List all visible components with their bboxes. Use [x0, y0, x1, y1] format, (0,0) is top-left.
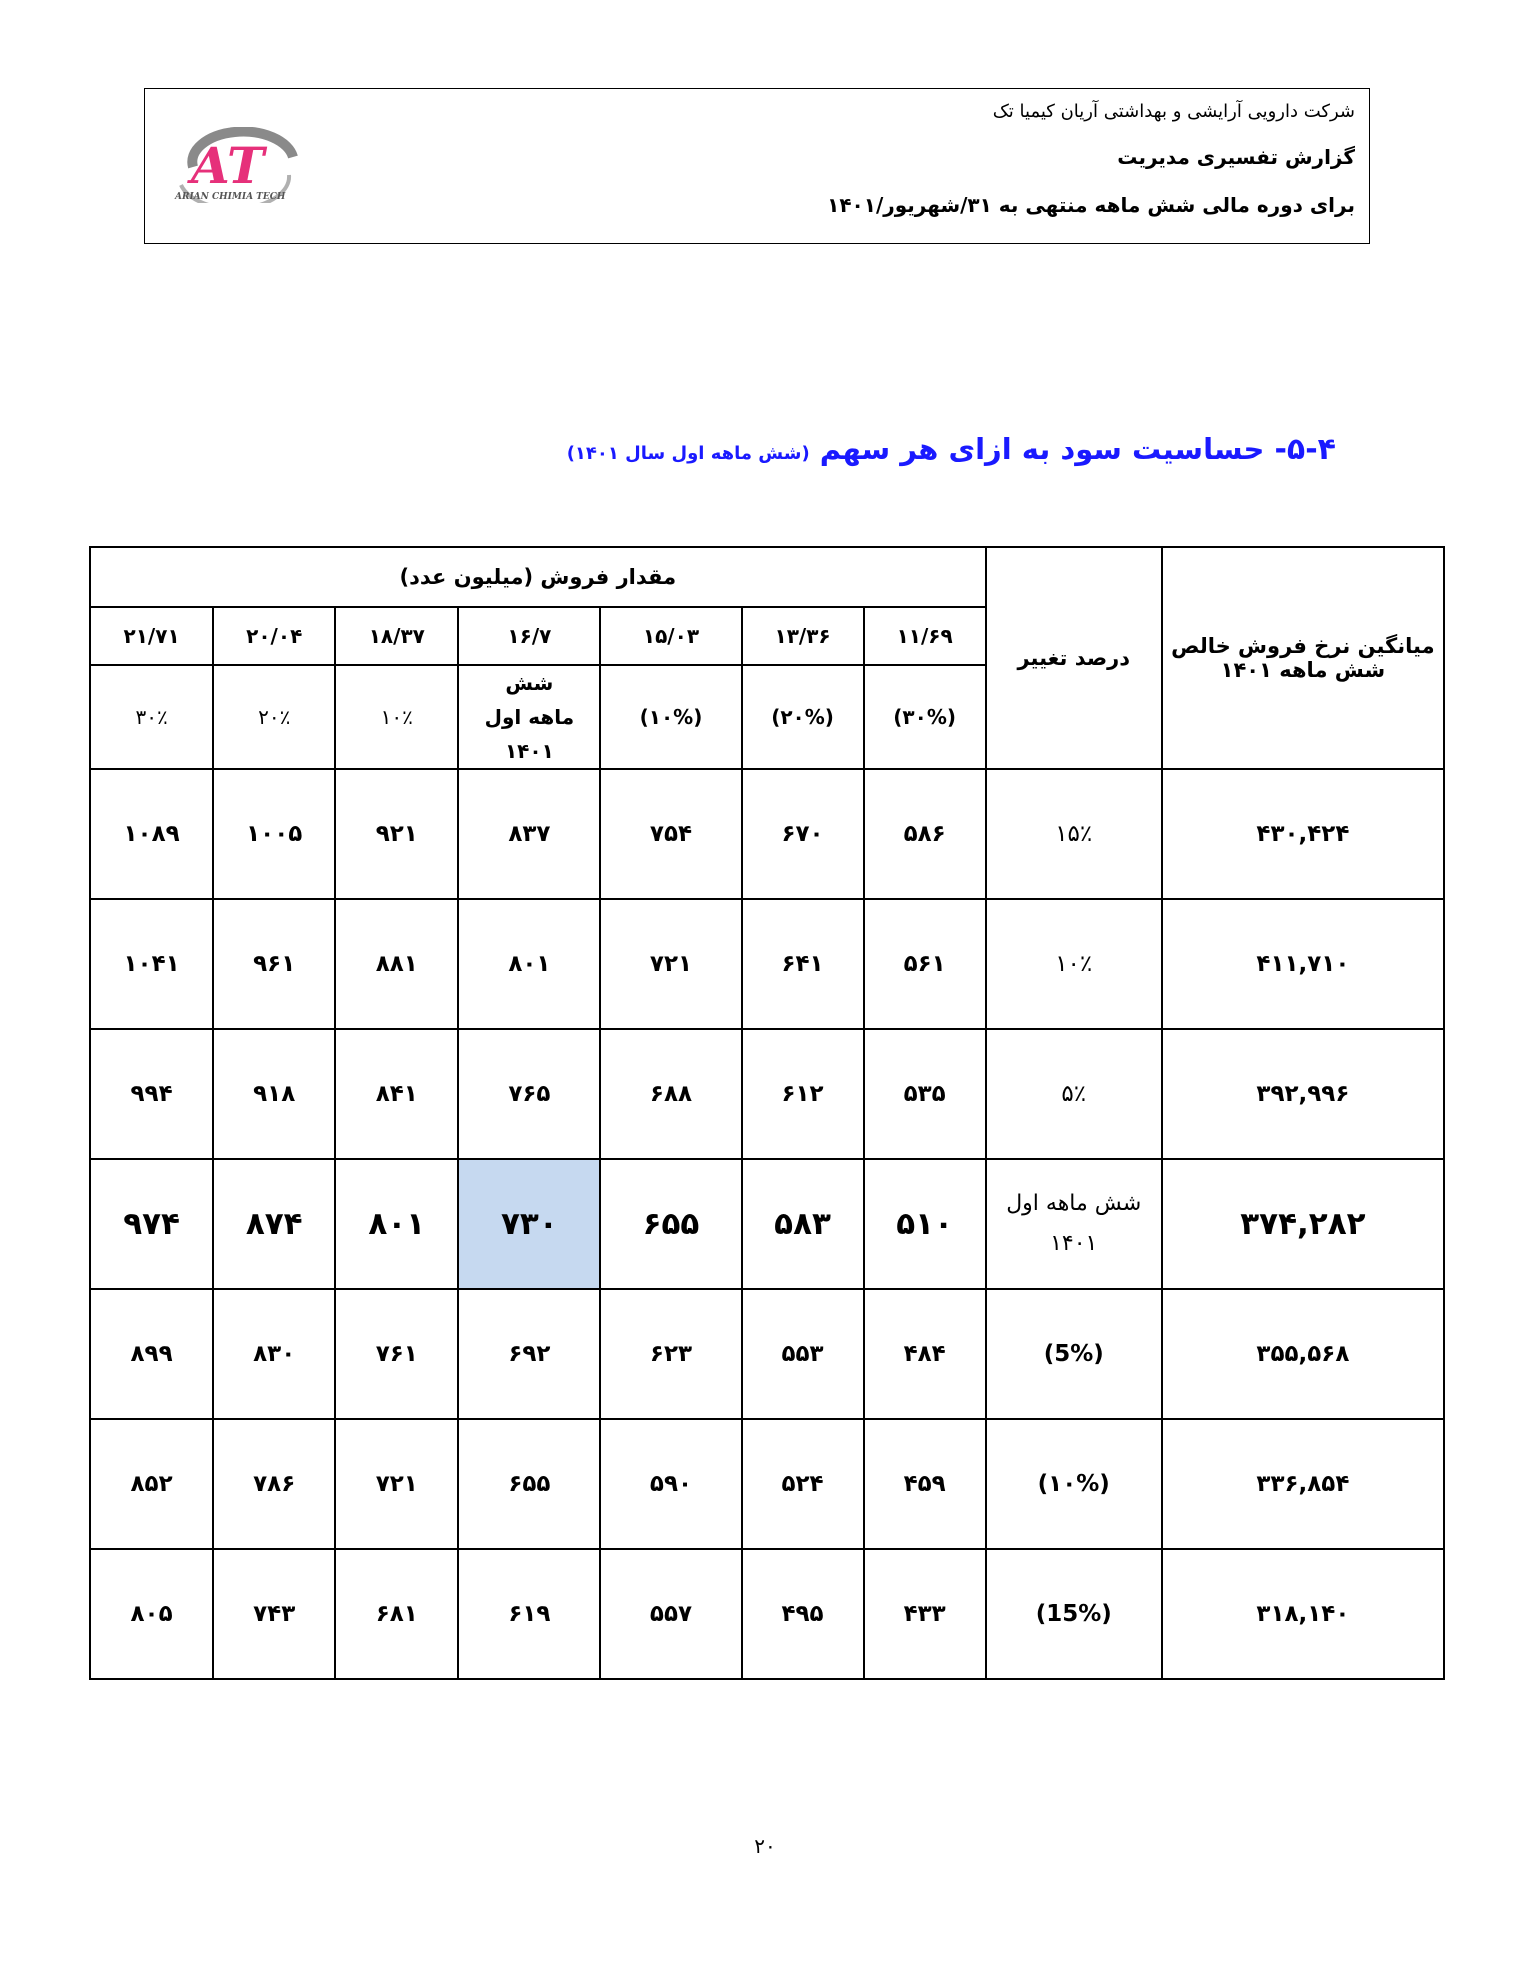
- table-row: [90, 1549, 1444, 1679]
- value-cell: ۷۶۱: [335, 1289, 458, 1419]
- section-subtitle: (شش ماهه اول سال ۱۴۰۱): [566, 443, 810, 464]
- value-cell: ۸۹۹: [90, 1289, 213, 1419]
- change-cell: (5%): [986, 1289, 1162, 1419]
- value-cell: ۹۲۱: [335, 769, 458, 899]
- value-cell-highlighted: ۷۳۰: [458, 1159, 600, 1289]
- qty-pct: (۱۰%): [600, 665, 741, 769]
- value-cell: ۴۵۹: [864, 1419, 986, 1549]
- section-title: [567, 432, 1336, 467]
- rate-cell: ۳۱۸,۱۴۰: [1162, 1549, 1444, 1679]
- table-row: [90, 899, 1444, 1029]
- value-cell: ۴۳۳: [864, 1549, 986, 1679]
- value-cell: ۶۸۱: [335, 1549, 458, 1679]
- change-cell-base: شش ماهه اول ۱۴۰۱: [986, 1159, 1162, 1289]
- quantity-header: مقدار فروش (میلیون عدد): [90, 547, 986, 607]
- change-cell: (15%): [986, 1549, 1162, 1679]
- value-cell: ۶۲۳: [600, 1289, 741, 1419]
- value-cell: ۵۳۵: [864, 1029, 986, 1159]
- value-cell: ۷۴۳: [213, 1549, 335, 1679]
- value-cell: ۵۲۴: [742, 1419, 864, 1549]
- report-period: برای دوره مالی شش ماهه منتهی به ۳۱/شهریور/۱۴۰۱: [827, 193, 1355, 217]
- value-cell: ۸۷۴: [213, 1159, 335, 1289]
- qty-value: ۱۱/۶۹: [864, 607, 986, 665]
- value-cell: ۵۸۶: [864, 769, 986, 899]
- qty-value: ۱۵/۰۳: [600, 607, 741, 665]
- value-cell: ۶۵۵: [458, 1419, 600, 1549]
- sensitivity-table: [89, 546, 1445, 1680]
- header-box: [144, 88, 1370, 244]
- value-cell: ۵۶۱: [864, 899, 986, 1029]
- logo-text: ARIAN CHIMIA TECH: [175, 192, 286, 202]
- table-row-base: [90, 1159, 1444, 1289]
- change-cell: ۱۵٪: [986, 769, 1162, 899]
- qty-pct-base: شش ماهه اول ۱۴۰۱: [458, 665, 600, 769]
- rate-cell: ۴۳۰,۴۲۴: [1162, 769, 1444, 899]
- rate-header: میانگین نرخ فروش خالص شش ماهه ۱۴۰۱: [1162, 547, 1444, 769]
- qty-pct: ۱۰٪: [335, 665, 458, 769]
- company-logo: [171, 127, 311, 203]
- section-heading: حساسیت سود به ازای هر سهم: [809, 432, 1275, 466]
- logo-letters: AT: [191, 136, 265, 195]
- value-cell: ۸۸۱: [335, 899, 458, 1029]
- qty-pct: (۲۰%): [742, 665, 864, 769]
- value-cell: ۶۹۲: [458, 1289, 600, 1419]
- value-cell: ۶۵۵: [600, 1159, 741, 1289]
- value-cell: ۶۸۸: [600, 1029, 741, 1159]
- value-cell: ۱۰۸۹: [90, 769, 213, 899]
- value-cell: ۷۲۱: [600, 899, 741, 1029]
- table-row: [90, 1419, 1444, 1549]
- report-title: گزارش تفسیری مدیریت: [1117, 145, 1355, 169]
- page-number: ۲۰: [754, 1834, 776, 1858]
- value-cell: ۷۵۴: [600, 769, 741, 899]
- value-cell: ۱۰۴۱: [90, 899, 213, 1029]
- change-header: درصد تغییر: [986, 547, 1162, 769]
- value-cell: ۸۴۱: [335, 1029, 458, 1159]
- value-cell: ۸۰۱: [458, 899, 600, 1029]
- rate-cell: ۴۱۱,۷۱۰: [1162, 899, 1444, 1029]
- qty-pct: (۳۰%): [864, 665, 986, 769]
- value-cell: ۹۱۸: [213, 1029, 335, 1159]
- value-cell: ۴۹۵: [742, 1549, 864, 1679]
- qty-value: ۱۳/۳۶: [742, 607, 864, 665]
- value-cell: ۸۵۲: [90, 1419, 213, 1549]
- value-cell: ۷۶۵: [458, 1029, 600, 1159]
- qty-value: ۲۱/۷۱: [90, 607, 213, 665]
- company-name: شرکت دارویی آرایشی و بهداشتی آریان کیمیا تک: [992, 101, 1355, 122]
- value-cell: ۶۴۱: [742, 899, 864, 1029]
- value-cell: ۵۸۳: [742, 1159, 864, 1289]
- table-row: [90, 1289, 1444, 1419]
- value-cell: ۸۰۱: [335, 1159, 458, 1289]
- qty-value: ۱۶/۷: [458, 607, 600, 665]
- value-cell: ۸۰۵: [90, 1549, 213, 1679]
- value-cell: ۸۳۷: [458, 769, 600, 899]
- value-cell: ۵۱۰: [864, 1159, 986, 1289]
- rate-cell: ۳۵۵,۵۶۸: [1162, 1289, 1444, 1419]
- value-cell: ۷۸۶: [213, 1419, 335, 1549]
- table-row: [90, 769, 1444, 899]
- value-cell: ۱۰۰۵: [213, 769, 335, 899]
- value-cell: ۹۶۱: [213, 899, 335, 1029]
- qty-value: ۱۸/۳۷: [335, 607, 458, 665]
- value-cell: ۸۳۰: [213, 1289, 335, 1419]
- table-row: [90, 1029, 1444, 1159]
- value-cell: ۶۱۹: [458, 1549, 600, 1679]
- change-cell: (۱۰%): [986, 1419, 1162, 1549]
- value-cell: ۷۲۱: [335, 1419, 458, 1549]
- value-cell: ۵۵۳: [742, 1289, 864, 1419]
- rate-cell: ۳۹۲,۹۹۶: [1162, 1029, 1444, 1159]
- rate-cell: ۳۷۴,۲۸۲: [1162, 1159, 1444, 1289]
- qty-pct: ۲۰٪: [213, 665, 335, 769]
- change-cell: ۵٪: [986, 1029, 1162, 1159]
- qty-pct: ۳۰٪: [90, 665, 213, 769]
- value-cell: ۹۷۴: [90, 1159, 213, 1289]
- change-cell: ۱۰٪: [986, 899, 1162, 1029]
- qty-value: ۲۰/۰۴: [213, 607, 335, 665]
- value-cell: ۵۹۰: [600, 1419, 741, 1549]
- section-number: ۵-۴-: [1274, 432, 1336, 467]
- value-cell: ۹۹۴: [90, 1029, 213, 1159]
- value-cell: ۴۸۴: [864, 1289, 986, 1419]
- rate-cell: ۳۳۶,۸۵۴: [1162, 1419, 1444, 1549]
- value-cell: ۶۱۲: [742, 1029, 864, 1159]
- value-cell: ۶۷۰: [742, 769, 864, 899]
- value-cell: ۵۵۷: [600, 1549, 741, 1679]
